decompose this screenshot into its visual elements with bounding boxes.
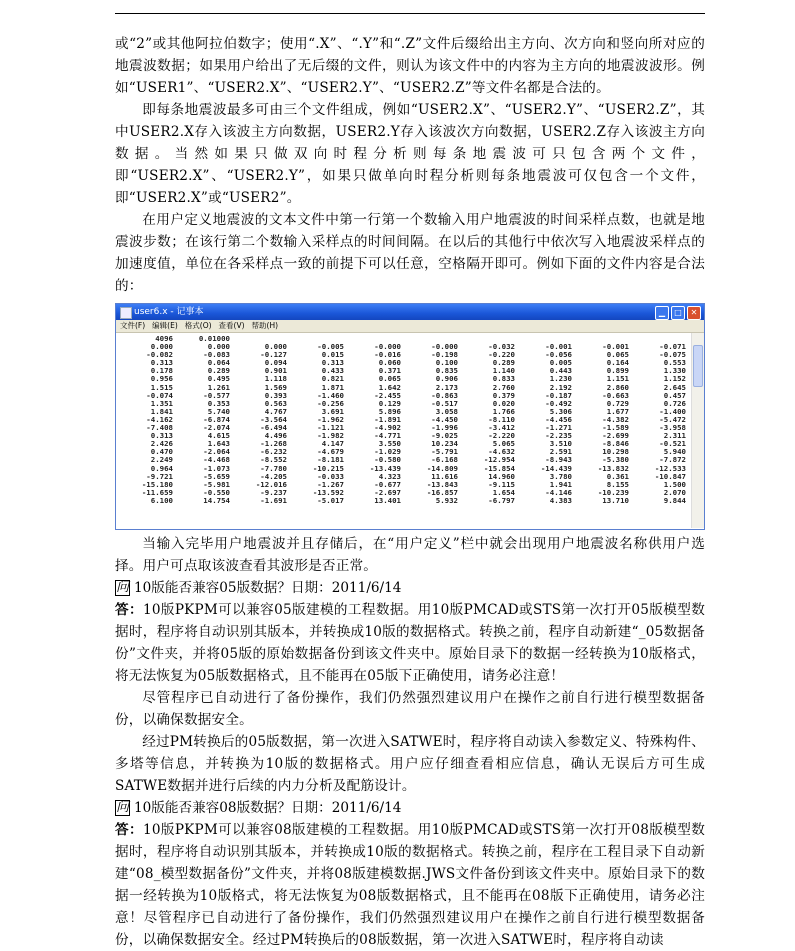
data-cell: -7.408 bbox=[146, 423, 173, 433]
menu-view[interactable]: 查看(V) bbox=[218, 321, 245, 330]
notepad-menubar bbox=[116, 320, 704, 333]
data-cell: 4.615 bbox=[207, 431, 230, 441]
data-cell: 2.311 bbox=[663, 431, 686, 441]
data-cell: 0.005 bbox=[549, 358, 572, 368]
minimize-button[interactable]: ▁ bbox=[655, 306, 669, 320]
data-cell: 0.899 bbox=[606, 366, 629, 376]
data-cell: -5.017 bbox=[317, 495, 344, 505]
data-cell: -2.699 bbox=[602, 431, 629, 441]
data-cell: 1.642 bbox=[378, 382, 401, 392]
data-cell: -2.455 bbox=[374, 390, 401, 400]
data-cell: 2.426 bbox=[150, 439, 173, 449]
answer-2-text: 10版PKPM可以兼容08版建模的工程数据。用10版PMCAD或STS第一次打开08版模型数据时，程序将自动识别其版本，并转换成10版的数据格式。转换之前，程序在工程目录下自动新建“08_模型数据备份”文件夹，并将08版建模数据.JWS文件备份到该文件夹中。原始目录下的数据一经转换为10版格式，将无法恢复为08版数据格式，且不能再在08版下正确使用，请务必注意！尽管程序已自动进行了备份操作，我们仍然强烈建议用户在操作之前自行进行模型数据备份，以确保数据安全。经过PM转换后的08版数据，第一次进入SATWE时，程序将自动读 bbox=[115, 822, 705, 948]
question-2-text: 10版能否兼容08版数据？日期：2011/6/14 bbox=[134, 800, 402, 816]
data-cell: -0.577 bbox=[203, 390, 230, 400]
data-cell: -1.962 bbox=[317, 414, 344, 424]
data-cell: 0.065 bbox=[378, 374, 401, 384]
data-cell: 0.100 bbox=[435, 358, 458, 368]
data-cell: -1.121 bbox=[317, 423, 344, 433]
vertical-scrollbar[interactable] bbox=[691, 333, 704, 528]
data-cell: 5.932 bbox=[435, 495, 458, 505]
data-cell: -0.521 bbox=[659, 439, 686, 449]
data-cell: 4.383 bbox=[549, 495, 572, 505]
paragraph-3: 在用户定义地震波的文本文件中第一行第一个数输入用户地震波的时间采样点数，也就是地震波步数；在该行第二个数输入采样点的时间间隔。在以后的其他行中依次写入地震波采样点的加速度值，单位在各采样点一致的前提下可以任意，空格隔开即可。例如下面的文件内容是合法的： bbox=[115, 212, 705, 294]
data-cell: -6.232 bbox=[260, 447, 287, 457]
data-cell: 0.906 bbox=[435, 374, 458, 384]
data-cell: 1.643 bbox=[207, 439, 230, 449]
question-1-text: 10版能否兼容05版数据？日期：2011/6/14 bbox=[134, 580, 402, 596]
question-2 bbox=[115, 797, 705, 819]
data-cell: 0.015 bbox=[321, 350, 344, 360]
notepad-titlebar bbox=[116, 304, 704, 320]
data-cell: -0.492 bbox=[545, 398, 572, 408]
data-cell: -13.832 bbox=[597, 463, 629, 473]
data-cell: -0.550 bbox=[203, 487, 230, 497]
question-icon: 问 bbox=[116, 800, 130, 815]
data-cell: 2.192 bbox=[549, 382, 572, 392]
question-1 bbox=[115, 577, 705, 599]
data-cell: 0.020 bbox=[492, 398, 515, 408]
data-cell: 11.616 bbox=[431, 471, 458, 481]
answer-2-label: 答： bbox=[115, 822, 143, 838]
data-cell: -0.082 bbox=[146, 350, 173, 360]
data-cell: 0.060 bbox=[378, 358, 401, 368]
data-cell: 0.313 bbox=[150, 358, 173, 368]
data-cell: 2.645 bbox=[663, 382, 686, 392]
data-cell: -2.064 bbox=[203, 447, 230, 457]
data-cell: 5.065 bbox=[492, 439, 515, 449]
data-cell: 0.433 bbox=[321, 366, 344, 376]
data-cell: 1.515 bbox=[150, 382, 173, 392]
data-cell: -3.412 bbox=[488, 423, 515, 433]
data-cell: 13.401 bbox=[374, 495, 401, 505]
close-button[interactable]: ✕ bbox=[687, 306, 701, 320]
data-cell: -15.854 bbox=[483, 463, 515, 473]
data-cell: 4.147 bbox=[321, 439, 344, 449]
answer-1-paragraph-2: 尽管程序已自动进行了备份操作，我们仍然强烈建议用户在操作之前自行进行模型数据备份，以确保数据安全。 bbox=[115, 690, 705, 728]
data-row bbox=[116, 375, 690, 383]
data-cell: 0.901 bbox=[264, 366, 287, 376]
data-cell: -0.074 bbox=[146, 390, 173, 400]
data-cell: -0.863 bbox=[431, 390, 458, 400]
data-cell: 1.230 bbox=[549, 374, 572, 384]
data-cell: -4.468 bbox=[203, 455, 230, 465]
data-row bbox=[116, 351, 690, 359]
data-cell: -8.110 bbox=[488, 414, 515, 424]
data-cell: -0.016 bbox=[374, 350, 401, 360]
paragraph-4: 当输入完毕用户地震波并且存储后，在“用户定义”栏中就会出现用户地震波名称供用户选择。用户可点取该波查看其波形是否正常。 bbox=[115, 536, 705, 574]
data-row bbox=[116, 465, 690, 473]
data-cell: -11.659 bbox=[141, 487, 173, 497]
data-cell: -4.902 bbox=[374, 423, 401, 433]
data-cell: 0.833 bbox=[492, 374, 515, 384]
data-cell: 1.766 bbox=[492, 406, 515, 416]
data-cell: 13.710 bbox=[602, 495, 629, 505]
data-cell: -2.697 bbox=[374, 487, 401, 497]
data-cell: 0.361 bbox=[606, 471, 629, 481]
data-cell: 0.313 bbox=[321, 358, 344, 368]
data-cell: 5.896 bbox=[378, 406, 401, 416]
data-cell: -6.494 bbox=[260, 423, 287, 433]
data-cell: 0.956 bbox=[150, 374, 173, 384]
data-cell: 5.940 bbox=[663, 447, 686, 457]
data-cell: -15.180 bbox=[141, 479, 173, 489]
data-cell: 0.495 bbox=[207, 374, 230, 384]
data-cell: -8.943 bbox=[545, 455, 572, 465]
document-page bbox=[115, 33, 705, 951]
data-cell: 0.835 bbox=[435, 366, 458, 376]
data-cell: 0.129 bbox=[378, 398, 401, 408]
data-cell: -0.075 bbox=[659, 350, 686, 360]
data-cell: -8.552 bbox=[260, 455, 287, 465]
data-cell: -6.168 bbox=[431, 455, 458, 465]
data-cell: 1.261 bbox=[207, 382, 230, 392]
answer-1-paragraph-3: 经过PM转换后的05版数据，第一次进入SATWE时，程序将自动读入参数定义、特殊构件、多塔等信息，并转换为10版的数据格式。用户应仔细查看相应信息，确认无误后方可生成SATWE数据并进行后续的内力分析及配筋设计。 bbox=[115, 734, 705, 794]
data-row bbox=[116, 497, 690, 505]
data-cell: 6.100 bbox=[150, 495, 173, 505]
data-cell: -1.267 bbox=[317, 479, 344, 489]
data-cell: -16.857 bbox=[426, 487, 458, 497]
data-cell: 2.760 bbox=[492, 382, 515, 392]
data-cell: 1.677 bbox=[606, 406, 629, 416]
data-cell: -0.000 bbox=[431, 342, 458, 352]
data-cell: 10.234 bbox=[431, 439, 458, 449]
menu-edit[interactable]: 编辑(E) bbox=[152, 321, 178, 330]
data-cell: 0.563 bbox=[264, 398, 287, 408]
data-cell: 14.960 bbox=[488, 471, 515, 481]
data-cell: -12.533 bbox=[654, 463, 686, 473]
data-cell: -5.380 bbox=[602, 455, 629, 465]
data-cell: -5.981 bbox=[203, 479, 230, 489]
data-cell: -2.235 bbox=[545, 431, 572, 441]
data-cell: -0.005 bbox=[317, 342, 344, 352]
data-cell: -9.115 bbox=[488, 479, 515, 489]
data-cell: -6.874 bbox=[203, 414, 230, 424]
maximize-button[interactable]: □ bbox=[671, 306, 685, 320]
data-cell: 0.000 bbox=[264, 342, 287, 352]
data-cell: 0.000 bbox=[207, 342, 230, 352]
data-cell: -7.872 bbox=[659, 455, 686, 465]
data-row bbox=[116, 400, 690, 408]
data-cell: -2.074 bbox=[203, 423, 230, 433]
data-cell: -1.073 bbox=[203, 463, 230, 473]
data-cell: -0.000 bbox=[374, 342, 401, 352]
data-cell: 1.152 bbox=[663, 374, 686, 384]
data-cell: -4.456 bbox=[545, 414, 572, 424]
data-cell: 0.729 bbox=[606, 398, 629, 408]
data-cell: 2.070 bbox=[663, 487, 686, 497]
data-cell: 0.353 bbox=[207, 398, 230, 408]
data-cell: -10.215 bbox=[312, 463, 344, 473]
data-cell: -7.780 bbox=[260, 463, 287, 473]
data-cell: 0.164 bbox=[606, 358, 629, 368]
data-row bbox=[116, 473, 690, 481]
data-cell: 0.821 bbox=[321, 374, 344, 384]
data-cell: -9.237 bbox=[260, 487, 287, 497]
data-cell: -1.029 bbox=[374, 447, 401, 457]
data-cell: 5.740 bbox=[207, 406, 230, 416]
data-cell: -0.187 bbox=[545, 390, 572, 400]
data-cell: 0.443 bbox=[549, 366, 572, 376]
data-cell: -4.162 bbox=[146, 414, 173, 424]
data-cell: -0.032 bbox=[488, 342, 515, 352]
data-cell: -13.439 bbox=[369, 463, 401, 473]
data-cell: -4.205 bbox=[260, 471, 287, 481]
data-cell: 1.140 bbox=[492, 366, 515, 376]
header-rule bbox=[115, 13, 705, 14]
data-cell: 0.000 bbox=[150, 342, 173, 352]
data-cell: 9.844 bbox=[663, 495, 686, 505]
data-cell: -8.181 bbox=[317, 455, 344, 465]
data-cell: 14.754 bbox=[203, 495, 230, 505]
data-cell: 2.591 bbox=[549, 447, 572, 457]
data-cell: -5.791 bbox=[431, 447, 458, 457]
data-cell: -1.589 bbox=[602, 423, 629, 433]
data-cell: 4.323 bbox=[378, 471, 401, 481]
data-cell: -4.632 bbox=[488, 447, 515, 457]
data-cell: -12.954 bbox=[483, 455, 515, 465]
data-cell: -1.271 bbox=[545, 423, 572, 433]
data-cell: -14.809 bbox=[426, 463, 458, 473]
data-cell: 1.118 bbox=[264, 374, 287, 384]
answer-1 bbox=[115, 599, 705, 687]
data-cell: -1.891 bbox=[374, 414, 401, 424]
data-cell: -9.721 bbox=[146, 471, 173, 481]
data-cell: -0.663 bbox=[602, 390, 629, 400]
data-cell: -0.033 bbox=[317, 471, 344, 481]
data-cell: 1.500 bbox=[663, 479, 686, 489]
data-cell: -0.056 bbox=[545, 350, 572, 360]
data-cell: -0.071 bbox=[659, 342, 686, 352]
data-cell: -10.239 bbox=[597, 487, 629, 497]
menu-file[interactable]: 文件(F) bbox=[120, 321, 146, 330]
data-cell: 3.550 bbox=[378, 439, 401, 449]
data-cell: 2.249 bbox=[150, 455, 173, 465]
data-cell: 0.289 bbox=[492, 358, 515, 368]
question-icon: 问 bbox=[116, 580, 130, 595]
data-cell: -0.001 bbox=[602, 342, 629, 352]
menu-help[interactable]: 帮助(H) bbox=[251, 321, 279, 330]
data-cell: -1.268 bbox=[260, 439, 287, 449]
data-cell: -4.382 bbox=[602, 414, 629, 424]
data-cell: 4.496 bbox=[264, 431, 287, 441]
data-cell: 0.379 bbox=[492, 390, 515, 400]
notepad-title: user6.x - 记事本 bbox=[134, 307, 204, 317]
data-cell: -13.592 bbox=[312, 487, 344, 497]
data-cell: 5.306 bbox=[549, 406, 572, 416]
data-cell: -1.982 bbox=[317, 431, 344, 441]
data-cell: -5.472 bbox=[659, 414, 686, 424]
data-cell: 0.289 bbox=[207, 366, 230, 376]
data-cell: 0.457 bbox=[663, 390, 686, 400]
data-cell: -0.517 bbox=[431, 398, 458, 408]
data-row bbox=[116, 392, 690, 400]
data-cell: -6.797 bbox=[488, 495, 515, 505]
data-cell: 0.964 bbox=[150, 463, 173, 473]
data-cell: -13.843 bbox=[426, 479, 458, 489]
data-cell: 3.510 bbox=[549, 439, 572, 449]
data-cell: -8.846 bbox=[602, 439, 629, 449]
data-cell: -10.847 bbox=[654, 471, 686, 481]
data-cell: 1.654 bbox=[492, 487, 515, 497]
data-cell: -5.659 bbox=[203, 471, 230, 481]
data-cell: 10.298 bbox=[602, 447, 629, 457]
data-cell: -4.679 bbox=[317, 447, 344, 457]
data-cell: 2.173 bbox=[435, 382, 458, 392]
notepad-window bbox=[115, 303, 705, 530]
data-cell: 1.941 bbox=[549, 479, 572, 489]
paragraph-2: 即每条地震波最多可由三个文件组成，例如“USER2.X”、“USER2.Y”、“USER2.Z”，其中USER2.X存入该波主方向数据，USER2.Y存入该波次方向数据，USER2.Z存入该波主方向数据。当然如果只做双向时程分析则每条地震波可只包含两个文件，即“USER2.X”、“USER2.Y”，如果只做单向时程分析则每条地震波可仅包含一个文件，即“USER2.X”或“USER2”。 bbox=[115, 102, 705, 206]
data-cell: -0.127 bbox=[260, 350, 287, 360]
data-cell: 0.01000 bbox=[198, 334, 230, 343]
data-cell: -9.025 bbox=[431, 431, 458, 441]
notepad-app-icon bbox=[120, 307, 132, 319]
data-cell: -3.958 bbox=[659, 423, 686, 433]
data-cell: 0.065 bbox=[606, 350, 629, 360]
data-row bbox=[116, 343, 690, 351]
data-cell: 1.569 bbox=[264, 382, 287, 392]
data-cell: -0.083 bbox=[203, 350, 230, 360]
data-cell: -0.677 bbox=[374, 479, 401, 489]
data-cell: 1.351 bbox=[150, 398, 173, 408]
data-cell: -1.400 bbox=[659, 406, 686, 416]
data-cell: 8.155 bbox=[606, 479, 629, 489]
data-cell: 0.178 bbox=[150, 366, 173, 376]
data-cell: -2.220 bbox=[488, 431, 515, 441]
data-cell: -3.564 bbox=[260, 414, 287, 424]
data-cell: 4.767 bbox=[264, 406, 287, 416]
data-cell: 1.871 bbox=[321, 382, 344, 392]
data-cell: -0.001 bbox=[545, 342, 572, 352]
data-cell: -0.256 bbox=[317, 398, 344, 408]
data-cell: -14.439 bbox=[540, 463, 572, 473]
answer-1-text: 10版PKPM可以兼容05版建模的工程数据。用10版PMCAD或STS第一次打开05版模型数据时，程序将自动识别其版本，并转换成10版的数据格式。转换之前，程序自动新建“_05数据备份”文件夹，并将05版的原始数据备份到该文件夹中。原始目录下的数据一经转换为10版格式，将无法恢复为05版数据格式，且不能再在05版下正确使用，请务必注意！ bbox=[115, 602, 705, 684]
data-cell: 0.094 bbox=[264, 358, 287, 368]
data-cell: 3.780 bbox=[549, 471, 572, 481]
answer-2 bbox=[115, 819, 705, 951]
data-cell: -1.691 bbox=[260, 495, 287, 505]
data-cell: -4.146 bbox=[545, 487, 572, 497]
data-cell: 1.151 bbox=[606, 374, 629, 384]
data-cell: -4.450 bbox=[431, 414, 458, 424]
answer-1-label: 答： bbox=[115, 602, 143, 618]
data-cell: -0.198 bbox=[431, 350, 458, 360]
menu-format[interactable]: 格式(O) bbox=[184, 321, 212, 330]
data-cell: -0.220 bbox=[488, 350, 515, 360]
data-row bbox=[116, 359, 690, 367]
data-cell: -12.016 bbox=[255, 479, 287, 489]
data-cell: 2.860 bbox=[606, 382, 629, 392]
scrollbar-thumb[interactable] bbox=[693, 345, 703, 387]
data-cell: -4.771 bbox=[374, 431, 401, 441]
data-cell: 0.393 bbox=[264, 390, 287, 400]
data-cell: 0.064 bbox=[207, 358, 230, 368]
data-cell: 0.371 bbox=[378, 366, 401, 376]
notepad-text-area[interactable] bbox=[116, 333, 704, 528]
data-cell: 0.553 bbox=[663, 358, 686, 368]
data-cell: -0.580 bbox=[374, 455, 401, 465]
paragraph-1: 或“2”或其他阿拉伯数字；使用“.X”、“.Y”和“.Z”文件后缀给出主方向、次方向和竖向所对应的地震波数据；如果用户给出了无后缀的文件，则认为该文件中的内容为主方向的地震波波形。例如“USER1”、“USER2.X”、“USER2.Y”、“USER2.Z”等文件名都是合法的。 bbox=[115, 36, 705, 96]
data-cell: 0.470 bbox=[150, 447, 173, 457]
data-cell: 1.330 bbox=[663, 366, 686, 376]
data-cell: -1.996 bbox=[431, 423, 458, 433]
data-cell: 3.691 bbox=[321, 406, 344, 416]
data-cell: 0.726 bbox=[663, 398, 686, 408]
data-cell: 0.313 bbox=[150, 431, 173, 441]
data-cell: -1.460 bbox=[317, 390, 344, 400]
data-row bbox=[116, 367, 690, 375]
data-cell: 3.058 bbox=[435, 406, 458, 416]
data-cell: 4096 bbox=[155, 334, 173, 343]
data-cell: 1.841 bbox=[150, 406, 173, 416]
